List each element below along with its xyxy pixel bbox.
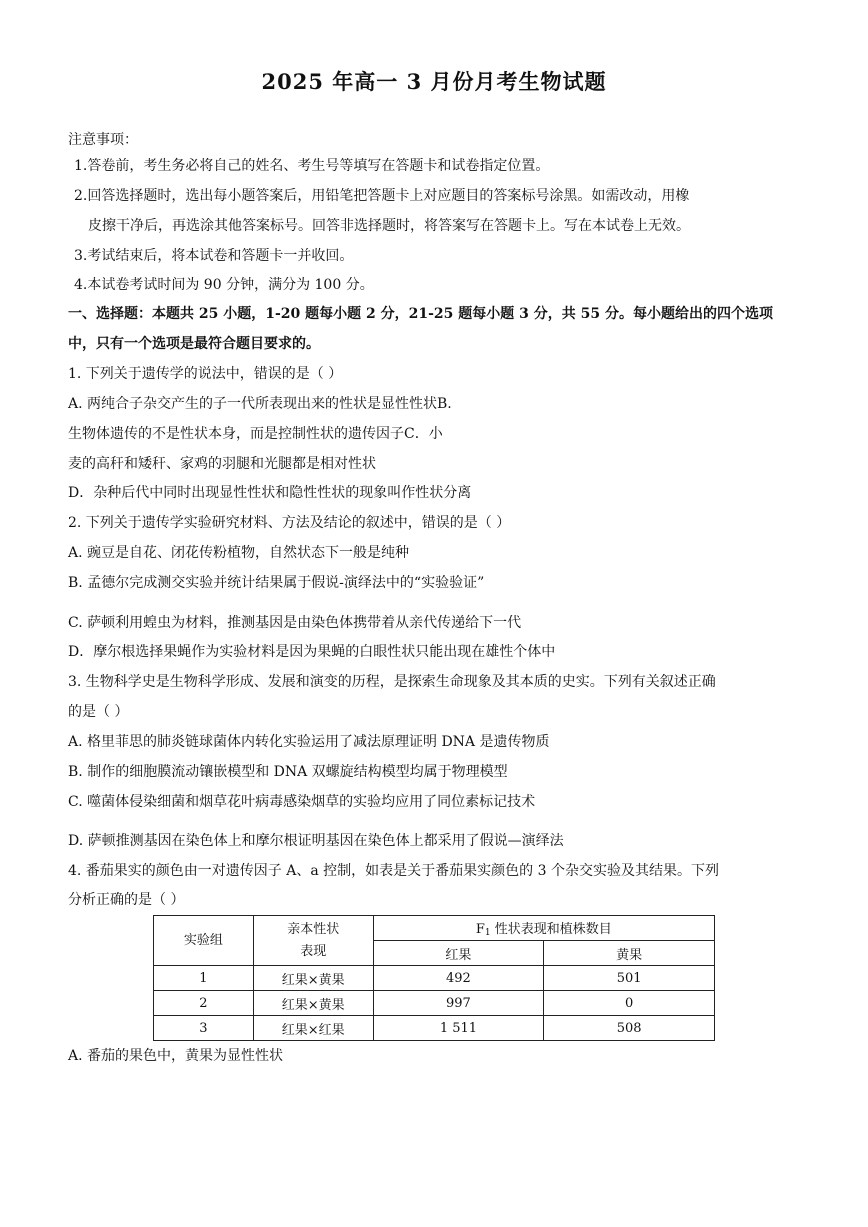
q4-option-a: A. 番茄的果色中，黄果为显性性状	[68, 1048, 284, 1064]
notice-item-2-cont: 皮擦干净后，再选涂其他答案标号。回答非选择题时，将答案写在答题卡上。写在本试卷上无效。	[88, 218, 690, 234]
table-row	[154, 966, 715, 991]
cell-yellow: 508	[544, 1016, 715, 1041]
table-header-parent-line1: 亲本性状	[287, 921, 340, 937]
table-header-yellow: 黄果	[544, 941, 715, 966]
cross-results-table	[153, 915, 715, 1041]
table-row	[154, 1016, 715, 1041]
q3-option-c: C. 噬菌体侵染细菌和烟草花叶病毒感染烟草的实验均应用了同位素标记技术	[68, 794, 536, 810]
q4-stem-2: 分析正确的是（ ）	[68, 892, 185, 908]
q2-option-c: C. 萨顿利用蝗虫为材料，推测基因是由染色体携带着从亲代传递给下一代	[68, 615, 522, 631]
cell-yellow: 0	[544, 991, 715, 1016]
q1-line-1: A. 两纯合子杂交产生的子一代所表现出来的性状是显性性状B.	[68, 396, 452, 412]
q2-stem: 2. 下列关于遗传学实验研究材料、方法及结论的叙述中，错误的是（ ）	[68, 515, 511, 531]
cell-red: 492	[373, 966, 544, 991]
notice-item-3: 3.考试结束后，将本试卷和答题卡一并收回。	[74, 248, 354, 264]
q2-option-a: A. 豌豆是自花、闭花传粉植物，自然状态下一般是纯种	[68, 545, 410, 561]
q3-stem-2: 的是（ ）	[68, 704, 129, 720]
q3-option-d: D. 萨顿推测基因在染色体上和摩尔根证明基因在染色体上都采用了假说—演绎法	[68, 833, 564, 849]
q4-stem-1: 4. 番茄果实的颜色由一对遗传因子 A、a 控制，如表是关于番茄果实颜色的 3 个杂交实验及其结果。下列	[68, 863, 719, 879]
q1-line-3: 麦的高秆和矮秆、家鸡的羽腿和光腿都是相对性状	[68, 456, 376, 472]
cell-parent: 红果×黄果	[253, 966, 373, 991]
q2-option-b: B. 孟德尔完成测交实验并统计结果属于假说-演绎法中的“实验验证”	[68, 575, 485, 591]
cell-red: 1 511	[373, 1016, 544, 1041]
table-header-f1-sub: 1	[484, 928, 491, 938]
q3-stem-1: 3. 生物科学史是生物科学形成、发展和演变的历程，是探索生命现象及其本质的史实。下列有关叙述正确	[68, 674, 716, 690]
q2-option-d: D．摩尔根选择果蝇作为实验材料是因为果蝇的白眼性状只能出现在雄性个体中	[68, 644, 556, 660]
cell-group: 3	[154, 1016, 254, 1041]
cell-group: 1	[154, 966, 254, 991]
table-header-f1-pre: F	[475, 922, 485, 937]
table-header-group: 实验组	[154, 916, 254, 966]
cell-yellow: 501	[544, 966, 715, 991]
table-header-parent	[253, 916, 373, 966]
cell-parent: 红果×黄果	[253, 991, 373, 1016]
q3-option-a: A. 格里菲思的肺炎链球菌体内转化实验运用了减法原理证明 DNA 是遗传物质	[68, 734, 550, 750]
notice-heading: 注意事项：	[68, 132, 138, 148]
cell-group: 2	[154, 991, 254, 1016]
table-header-parent-line2: 表现	[300, 943, 327, 959]
table-header-red: 红果	[373, 941, 544, 966]
section-heading-1: 一、选择题：本题共 25 小题，1-20 题每小题 2 分，21-25 题每小题 3 分，共 55 分。每小题给出的四个选项	[68, 306, 773, 322]
notice-item-4: 4.本试卷考试时间为 90 分钟，满分为 100 分。	[74, 277, 374, 293]
page-title: 2025 年高一 3 月份月考生物试题	[261, 69, 607, 94]
q1-stem: 1. 下列关于遗传学的说法中，错误的是（ ）	[68, 366, 343, 382]
cell-parent: 红果×红果	[253, 1016, 373, 1041]
section-heading-2: 中，只有一个选项是最符合题目要求的。	[68, 336, 320, 352]
q3-option-b: B. 制作的细胞膜流动镶嵌模型和 DNA 双螺旋结构模型均属于物理模型	[68, 764, 508, 780]
notice-item-1: 1.答卷前，考生务必将自己的姓名、考生号等填写在答题卡和试卷指定位置。	[74, 158, 550, 174]
q1-option-d: D．杂种后代中同时出现显性性状和隐性性状的现象叫作性状分离	[68, 485, 472, 501]
notice-item-2: 2.回答选择题时，选出每小题答案后，用铅笔把答题卡上对应题目的答案标号涂黑。如需改动，用橡	[74, 188, 690, 204]
table-header-f1-post: 性状表现和植株数目	[490, 922, 612, 937]
cell-red: 997	[373, 991, 544, 1016]
table-header-f1	[373, 916, 714, 941]
table-row	[154, 991, 715, 1016]
q1-line-2: 生物体遗传的不是性状本身，而是控制性状的遗传因子C．小	[68, 426, 443, 442]
